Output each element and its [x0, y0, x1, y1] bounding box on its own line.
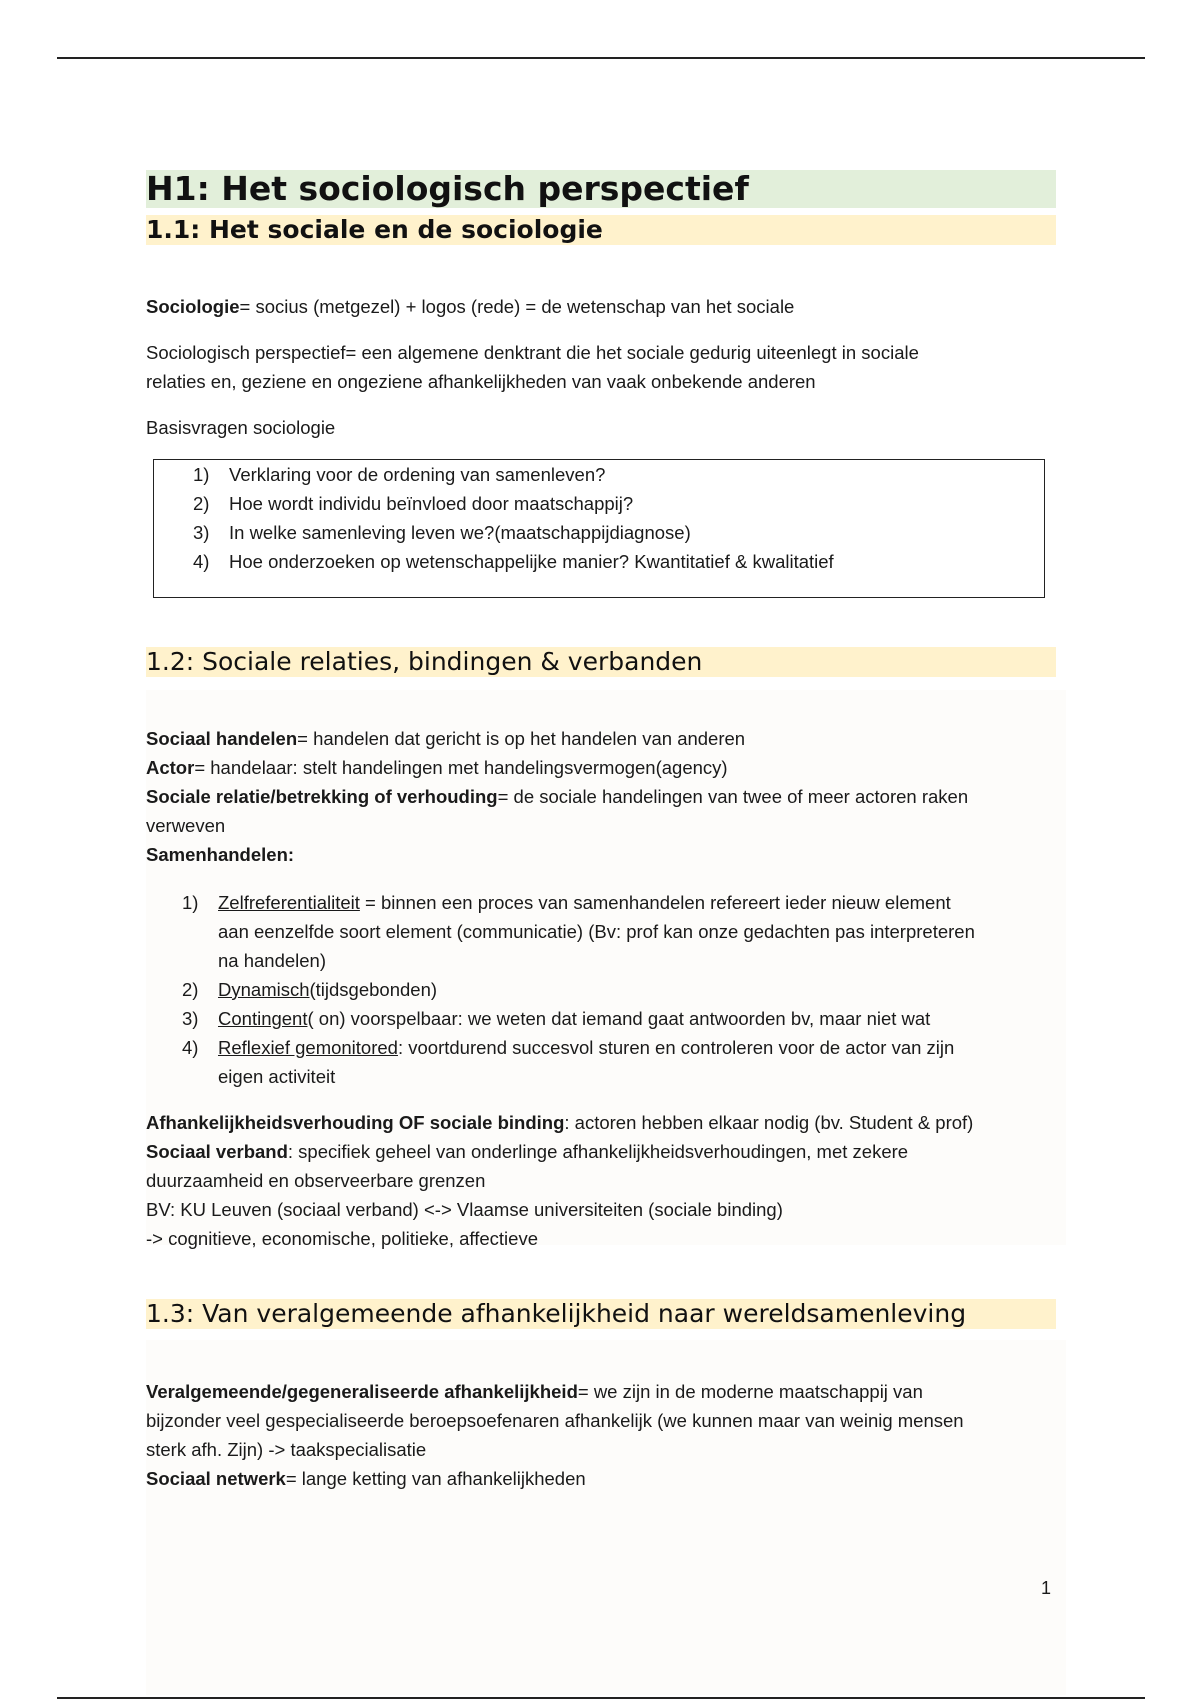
list-item [146, 888, 1056, 975]
term: Sociologie [146, 296, 240, 317]
definitions-block [146, 724, 1056, 869]
list-text: eigen activiteit [218, 1066, 336, 1087]
text-line: bijzonder veel gespecialiseerde beroepsoefenaren afhankelijk (we kunnen maar van weinig mensen [146, 1410, 964, 1431]
definition: = handelaar: stelt handelingen met handelingsvermogen(agency) [194, 757, 728, 778]
list-item [146, 1033, 1056, 1091]
list-term: Reflexief gemonitored [218, 1037, 398, 1058]
list-item [146, 489, 1056, 518]
definition: = handelen dat gericht is op het handelen van anderen [297, 728, 746, 749]
definition: = lange ketting van afhankelijkheden [285, 1468, 586, 1489]
list-text: na handelen) [218, 950, 327, 971]
text-line: Sociologisch perspectief= een algemene denktrant die het sociale gedurig uiteenlegt in sociale [146, 342, 919, 363]
definition-netwerk [146, 1464, 1056, 1493]
list-number: 3) [182, 1008, 199, 1029]
list-term: Contingent [218, 1008, 308, 1029]
text-line: duurzaamheid en observeerbare grenzen [146, 1170, 486, 1191]
term: Actor [146, 757, 195, 778]
text-line: BV: KU Leuven (sociaal verband) <-> Vlaamse universiteiten (sociale binding) [146, 1199, 783, 1220]
term: Sociaal netwerk [146, 1468, 286, 1489]
definition-perspectief [146, 338, 1056, 396]
definition-relatie [146, 782, 1056, 811]
list-number: 3) [193, 522, 210, 543]
list-term: Dynamisch [218, 979, 310, 1000]
list-text: In welke samenleving leven we?(maatschappijdiagnose) [229, 522, 691, 543]
list-term: Zelfreferentialiteit [218, 892, 360, 913]
definition: = socius (metgezel) + logos (rede) = de wetenschap van het sociale [239, 296, 795, 317]
list-item [146, 1004, 1056, 1033]
term: Sociaal handelen [146, 728, 298, 749]
samenhandelen-list [146, 888, 1056, 1091]
basisvragen-label: Basisvragen sociologie [146, 417, 336, 438]
list-text: Hoe wordt individu beïnvloed door maatschappij? [229, 493, 634, 514]
definition-verband [146, 1137, 1056, 1166]
definition-handelen [146, 724, 1056, 753]
list-item [146, 460, 1056, 489]
section-heading-1-3: 1.3: Van veralgemeende afhankelijkheid naar wereldsamenleving [146, 1299, 1056, 1329]
samenhandelen-label [146, 840, 1056, 869]
term: Sociaal verband [146, 1141, 288, 1162]
text-line: relaties en, geziene en ongeziene afhankelijkheden van vaak onbekende anderen [146, 371, 816, 392]
list-item [146, 518, 1056, 547]
afhankelijkheid-block [146, 1377, 1056, 1493]
list-text: = binnen een proces van samenhandelen refereert ieder nieuw element [359, 892, 951, 913]
definition: = de sociale handelingen van twee of meer actoren raken [497, 786, 969, 807]
page-number: 1 [1041, 1578, 1052, 1598]
text-line: -> cognitieve, economische, politieke, affectieve [146, 1228, 538, 1249]
list-text: : voortdurend succesvol sturen en controleren voor de actor van zijn [397, 1037, 955, 1058]
top-rule [57, 57, 1145, 59]
term: Veralgemeende/gegeneraliseerde afhankelijkheid [146, 1381, 578, 1402]
list-text: (tijdsgebonden) [309, 979, 438, 1000]
list-item [146, 547, 1056, 576]
term: Sociale relatie/betrekking of verhouding [146, 786, 498, 807]
list-number: 1) [193, 464, 210, 485]
section-heading-1-1: 1.1: Het sociale en de sociologie [146, 215, 1056, 245]
list-text: Hoe onderzoeken op wetenschappelijke manier? Kwantitatief & kwalitatief [229, 551, 834, 572]
text-line: verweven [146, 815, 226, 836]
list-number: 2) [193, 493, 210, 514]
bottom-rule [57, 1697, 1145, 1699]
list-number: 4) [182, 1037, 199, 1058]
list-item [146, 975, 1056, 1004]
section-heading-1-2: 1.2: Sociale relaties, bindingen & verbanden [146, 647, 1056, 677]
definition-afhankelijkheid [146, 1377, 1056, 1406]
text-line: sterk afh. Zijn) -> taakspecialisatie [146, 1439, 427, 1460]
questions-list [146, 460, 1056, 576]
binding-block [146, 1108, 1056, 1253]
definition: : actoren hebben elkaar nodig (bv. Student & prof) [564, 1112, 974, 1133]
list-text: ( on) voorspelbaar: we weten dat iemand gaat antwoorden bv, maar niet wat [307, 1008, 931, 1029]
definition-sociologie [146, 292, 1056, 321]
definition-actor [146, 753, 1056, 782]
list-number: 2) [182, 979, 199, 1000]
definition-binding [146, 1108, 1056, 1137]
definition: : specifiek geheel van onderlinge afhankelijkheidsverhoudingen, met zekere [287, 1141, 909, 1162]
chapter-heading: H1: Het sociologisch perspectief [146, 170, 1056, 208]
list-number: 4) [193, 551, 210, 572]
term: Afhankelijkheidsverhouding OF sociale binding [146, 1112, 565, 1133]
list-number: 1) [182, 892, 199, 913]
definition: = we zijn in de moderne maatschappij van [577, 1381, 923, 1402]
list-text: Verklaring voor de ordening van samenleven? [229, 464, 606, 485]
list-text: aan eenzelfde soort element (communicatie) (Bv: prof kan onze gedachten pas interpreteren [218, 921, 975, 942]
term: Samenhandelen: [146, 844, 295, 865]
